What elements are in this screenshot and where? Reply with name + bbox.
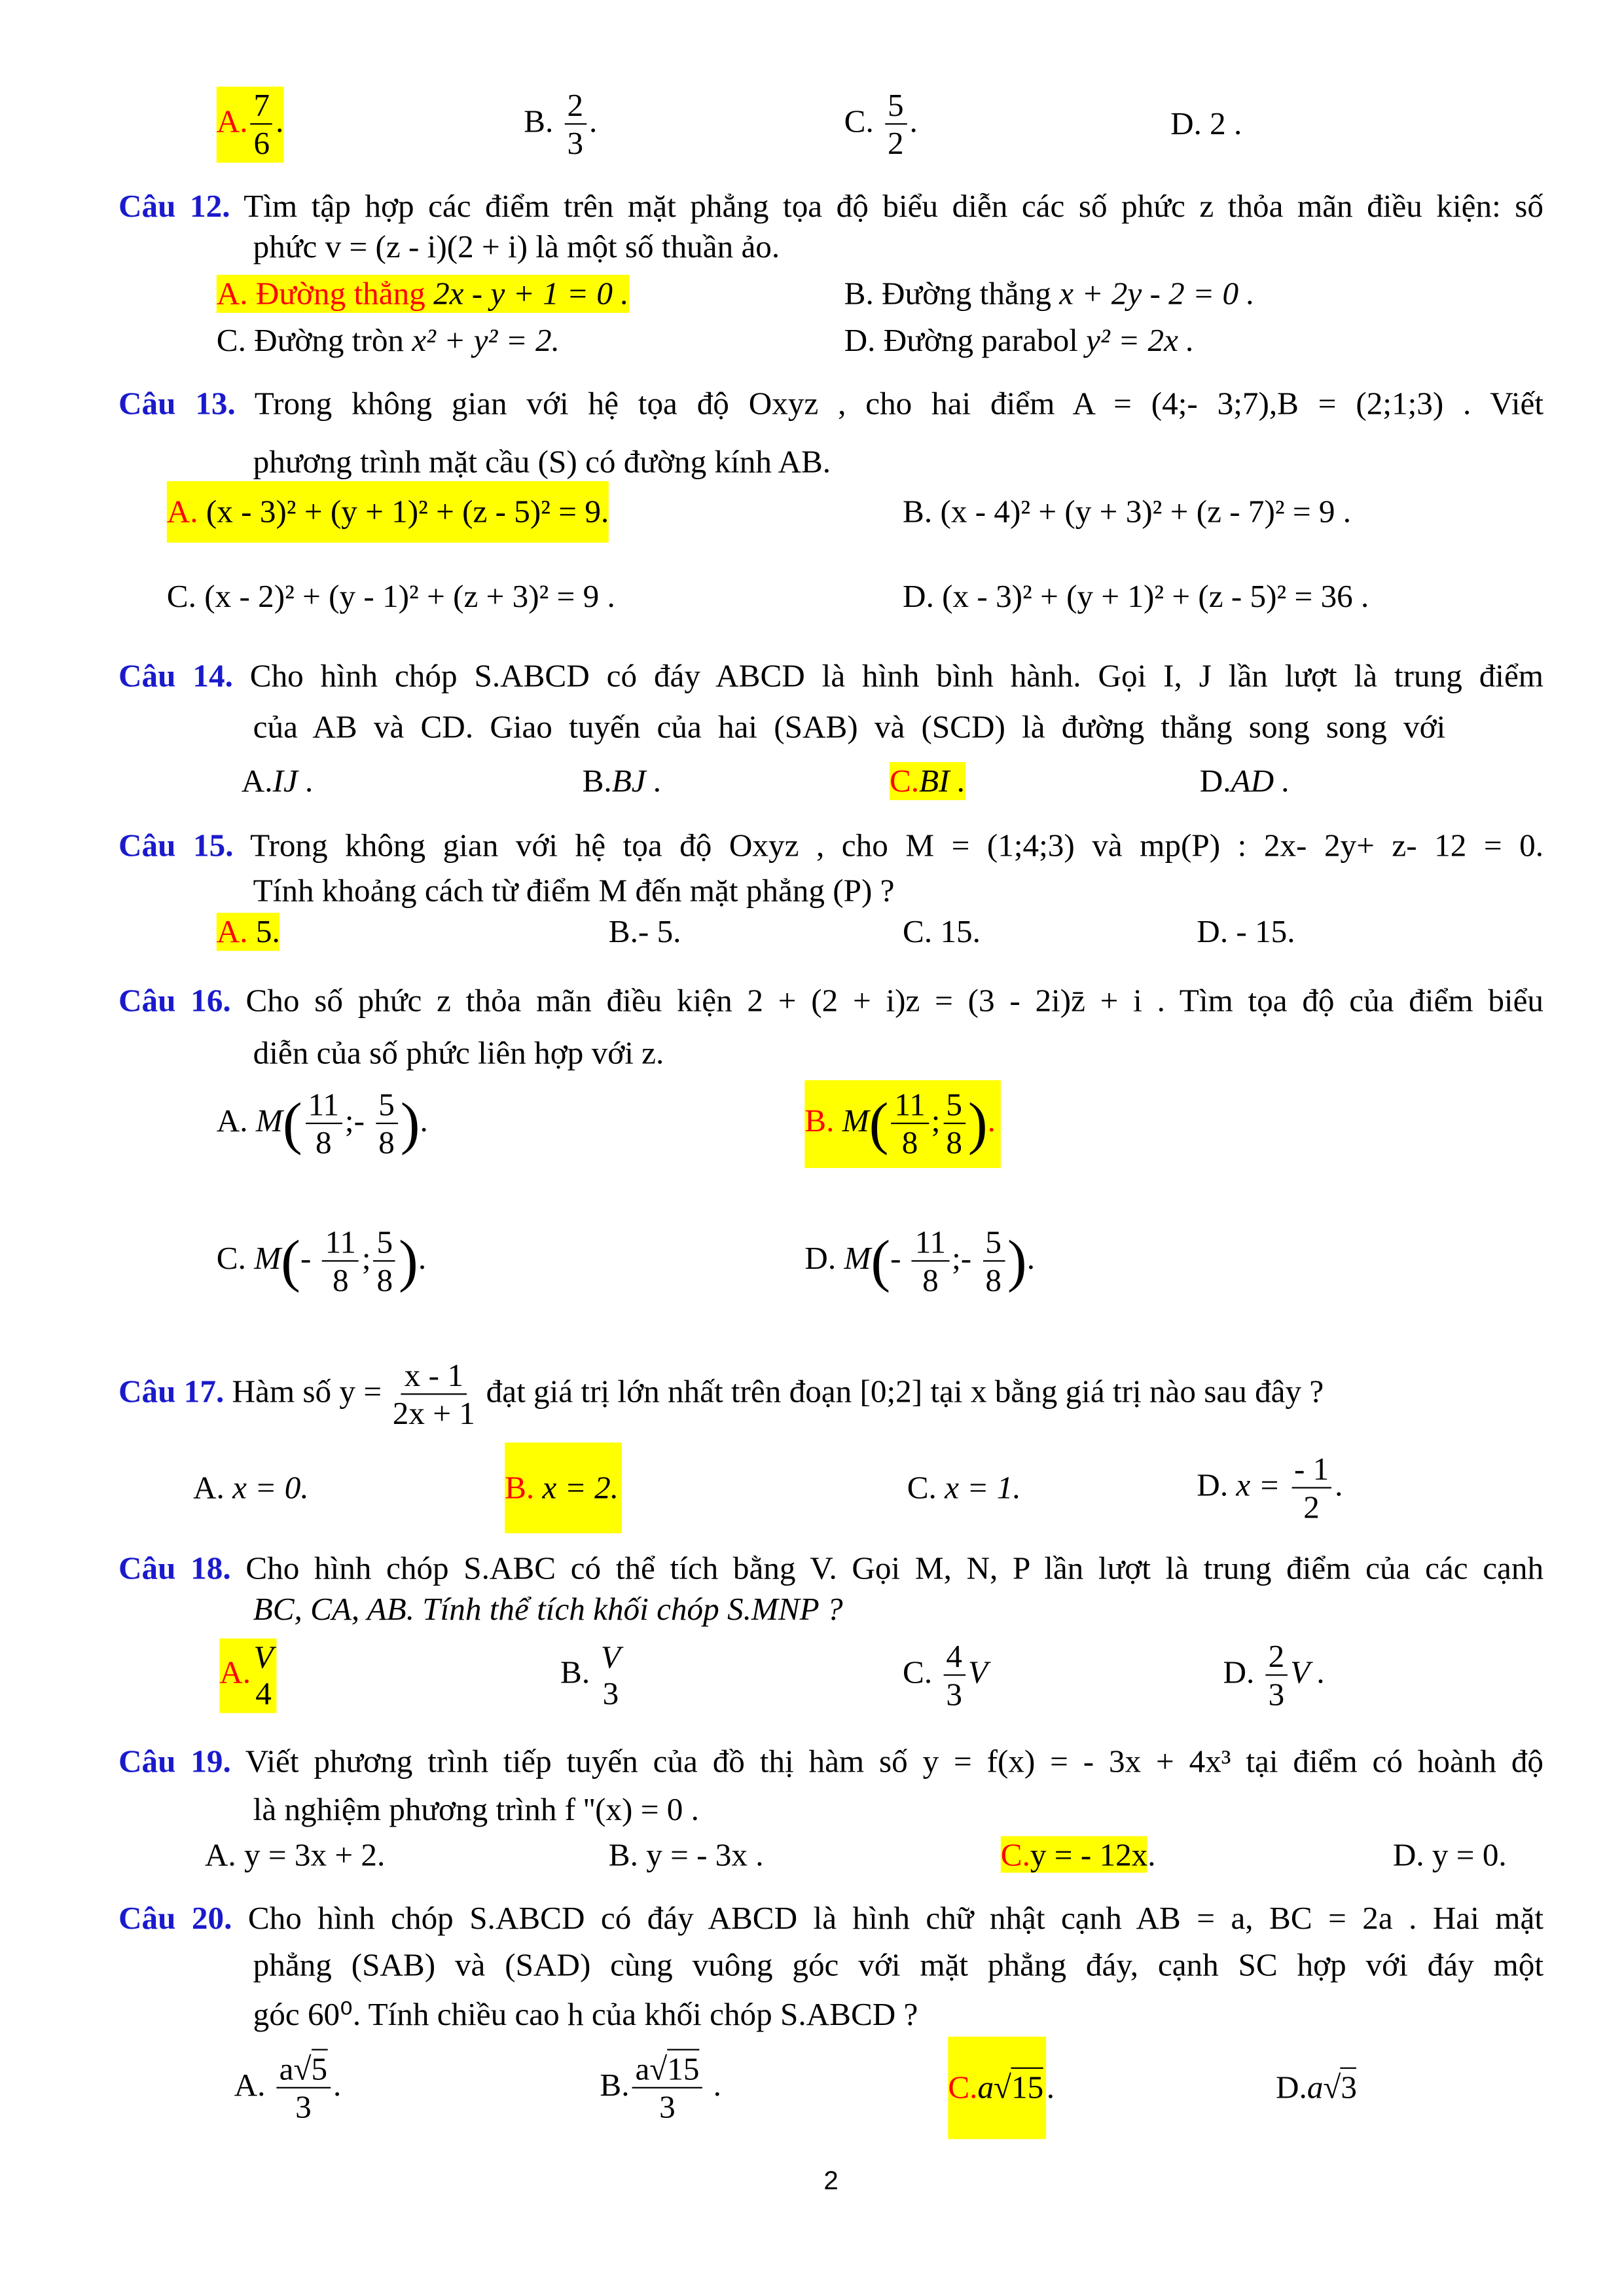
fraction: $\frac{2}{3}$ xyxy=(564,86,586,162)
q18-option-d: D. $\frac{2}{3}$ V . xyxy=(1223,1637,1326,1713)
q16-option-a: A. M( $\frac{11}{8}$ ;- $\frac{5}{8}$ ). xyxy=(216,1085,428,1161)
option-label: A. xyxy=(216,102,248,139)
q16-option-b: B. M( $\frac{11}{8}$ ; $\frac{5}{8}$ ). xyxy=(804,1080,1001,1167)
q15-stem-line2: Tính khoảng cách từ điểm M đến mặt phẳng (P) ? xyxy=(253,871,895,909)
q13-option-b: B. (x - 4)² + (y + 3)² + (z - 7)² = 9 . xyxy=(903,492,1352,530)
q14-option-c: C.BI . xyxy=(890,762,965,801)
q19-option-c: C.y = - 12x. xyxy=(1000,1836,1156,1873)
q16-stem: Câu 16. Cho số phức z thỏa mãn điều kiện 2 + (2 + i)z = (3 - 2i)z̄ + i . Tìm tọa độ của điểm biểu xyxy=(118,981,1544,1019)
q19-option-d: D. y = 0. xyxy=(1392,1836,1507,1873)
page-number: 2 xyxy=(823,2166,839,2196)
q20-stem: Câu 20. Cho hình chóp S.ABCD có đáy ABCD là hình chữ nhật cạnh AB = a, BC = 2a . Hai mặt xyxy=(118,1899,1544,1937)
q15-option-d: D. - 15. xyxy=(1197,913,1295,950)
q16-stem-line2: diễn của số phức liên hợp với z. xyxy=(253,1034,664,1071)
q11-option-c: C. $\frac{5}{2}$ . xyxy=(844,86,918,162)
q16-option-d: D. M(- $\frac{11}{8}$ ;- $\frac{5}{8}$ ). xyxy=(804,1223,1035,1299)
q20-option-c: C.a√15 . xyxy=(948,2037,1055,2140)
q13-option-d: D. (x - 3)² + (y + 1)² + (z - 5)² = 36 . xyxy=(903,577,1369,615)
q16-option-c: C. M(- $\frac{11}{8}$ ; $\frac{5}{8}$ ). xyxy=(216,1223,427,1299)
q20-option-d: D.a√3 xyxy=(1276,2069,1357,2107)
q18-option-b: B. V 3 xyxy=(560,1638,621,1713)
q17-option-a: A. x = 0. xyxy=(193,1468,309,1506)
q17-option-c: C. x = 1. xyxy=(907,1468,1021,1506)
q19-stem: Câu 19. Viết phương trình tiếp tuyến của đồ thị hàm số y = f(x) = - 3x + 4x³ tại điểm có hoành độ xyxy=(118,1743,1544,1779)
q19-option-b: B. y = - 3x . xyxy=(608,1836,764,1873)
q14-stem: Câu 14. Cho hình chóp S.ABCD có đáy ABCD là hình bình hành. Gọi I, J lần lượt là trung điểm xyxy=(118,657,1544,694)
q12-stem-line2: phức v = (z - i)(2 + i) là một số thuần ảo. xyxy=(253,228,780,265)
fraction: $\frac{x - 1}{2x + 1}$ xyxy=(392,1357,475,1432)
fraction: $\frac{7}{6}$ xyxy=(251,86,273,162)
fraction: $\frac{5}{2}$ xyxy=(885,86,907,162)
q11-option-b: B. $\frac{2}{3}$ . xyxy=(524,86,598,162)
q14-option-d: D.AD . xyxy=(1199,762,1290,799)
q11-option-d: D. 2 . xyxy=(1170,105,1242,142)
q17-stem: Câu 17. Hàm số y = $\frac{x - 1}{2x + 1}$ đạt giá trị lớn nhất trên đoạn [0;2] tại x bằng giá trị nào sau đây ? xyxy=(118,1357,1324,1432)
q18-stem-line2: BC, CA, AB. Tính thể tích khối chóp S.MNP ? xyxy=(253,1590,843,1627)
q15-option-a: A. 5. xyxy=(217,913,280,951)
q17-option-d: D. x = $\frac{- 1}{2}$ . xyxy=(1197,1450,1343,1526)
q13-stem: Câu 13. Trong không gian với hệ tọa độ Oxyz , cho hai điểm A = (4;- 3;7),B = (2;1;3) . Viết xyxy=(118,384,1544,422)
q19-stem-line2: là nghiệm phương trình f ''(x) = 0 . xyxy=(253,1791,699,1828)
q19-option-a: A. y = 3x + 2. xyxy=(204,1836,386,1873)
q12-option-d: D. Đường parabol y² = 2x . xyxy=(844,321,1195,359)
q13-option-c: C. (x - 2)² + (y - 1)² + (z + 3)² = 9 . xyxy=(166,577,615,615)
q12-option-c: C. Đường tròn x² + y² = 2. xyxy=(216,321,560,359)
q17-option-b: B. x = 2. xyxy=(505,1442,621,1533)
q12-option-b: B. Đường thẳng x + 2y - 2 = 0 . xyxy=(844,274,1255,312)
q12-stem: Câu 12. Tìm tập hợp các điểm trên mặt phẳng tọa độ biểu diễn các số phức z thỏa mãn điều kiện: số xyxy=(118,187,1544,224)
q14-option-a: A.IJ . xyxy=(241,762,314,799)
q15-stem: Câu 15. Trong không gian với hệ tọa độ Oxyz , cho M = (1;4;3) và mp(P) : 2x- 2y+ z- 12 = 0. xyxy=(118,826,1544,864)
q14-stem-line2: của AB và CD. Giao tuyến của hai (SAB) và (SCD) là đường thẳng song song với xyxy=(253,708,1446,745)
q13-stem-line2: phương trình mặt cầu (S) có đường kính AB. xyxy=(253,443,831,480)
q15-option-c: C. 15. xyxy=(903,913,981,950)
q18-option-a: A. V 4 xyxy=(219,1639,276,1713)
q20-stem-line3: góc 60⁰. Tính chiều cao h của khối chóp S.ABCD ? xyxy=(253,1995,918,2033)
q13-option-a: A. (x - 3)² + (y + 1)² + (z - 5)² = 9. xyxy=(167,481,609,543)
q20-stem-line2: phẳng (SAB) và (SAD) cùng vuông góc với mặt phẳng đáy, cạnh SC hợp với đáy một xyxy=(253,1946,1544,1983)
q20-option-a: A. $\frac{a√5}{3}$ . xyxy=(234,2050,342,2126)
q20-option-b: B. $\frac{a√15}{3}$ . xyxy=(600,2050,721,2126)
q11-option-a: A. $\frac{7}{6}$ . xyxy=(216,86,284,162)
q12-option-a: A. Đường thẳng 2x - y + 1 = 0 . xyxy=(217,275,629,314)
q15-option-b: B.- 5. xyxy=(608,913,681,950)
q14-option-b: B.BJ . xyxy=(582,762,662,799)
q18-stem: Câu 18. Cho hình chóp S.ABC có thể tích bằng V. Gọi M, N, P lần lượt là trung điểm của các cạnh xyxy=(118,1549,1544,1586)
q18-option-c: C. $\frac{4}{3}$ V xyxy=(903,1637,988,1713)
